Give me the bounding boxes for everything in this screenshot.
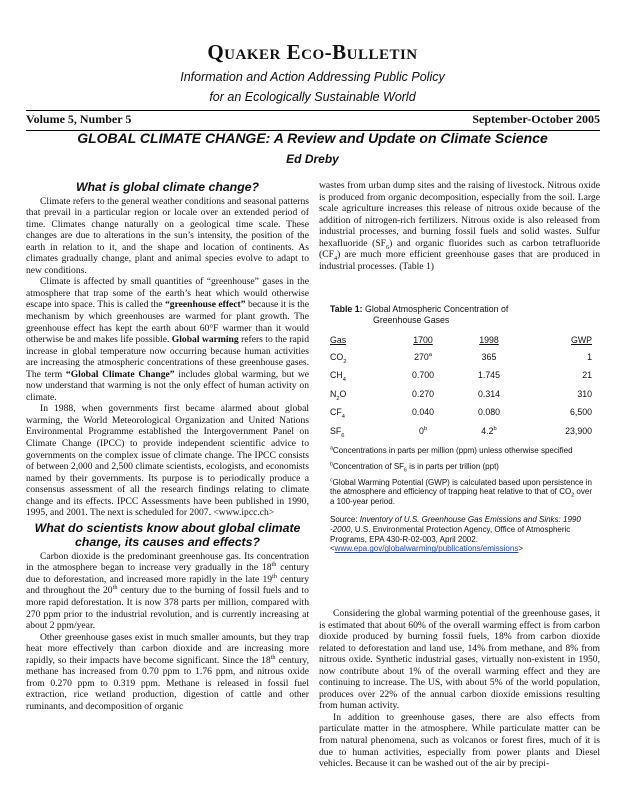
footnote-mark: b bbox=[423, 425, 428, 432]
cell-gas bbox=[330, 426, 390, 445]
cell-gas bbox=[330, 407, 390, 426]
subscript: 4 bbox=[341, 413, 345, 420]
cell-gwp: 23,900 bbox=[565, 425, 592, 436]
text-run: century, methane has increased from 0.70 ppm to 1.76 ppm, and nitrous oxide from 0.270 ppm to 0.319 ppm. Methane is released in fossil fuel extraction, rice wetland production, digestion of cattle and other ruminants, and decomposition of organic bbox=[26, 654, 309, 712]
cell-gwp: 1 bbox=[587, 351, 592, 362]
table-note-b bbox=[330, 462, 592, 472]
cell-gas bbox=[330, 370, 390, 389]
table-title-line1: Global Atmospheric Concentration of bbox=[365, 304, 509, 314]
gas-formula-suffix: O bbox=[339, 388, 347, 399]
text-run: wastes from urban dump sites and the raising of livestock. Nitrous oxide is produced from organic decomposition, especially from the soil. Large scale agriculture increases this release of nitrous oxide because of the addition of nitrogen-rich fertilizers. Nitrous oxide is also released from industrial processes, and burning fossil fuels and solid wastes. Sulfur hexafluoride (SF bbox=[319, 180, 600, 249]
cell-1998: 0.314 bbox=[477, 388, 500, 399]
gas-formula: CF bbox=[330, 407, 342, 417]
superscript: th bbox=[270, 653, 276, 661]
source-label: Source: bbox=[330, 514, 360, 524]
cell-1700: 0.040 bbox=[411, 407, 434, 417]
term-greenhouse-effect: “greenhouse effect” bbox=[164, 299, 246, 311]
paragraph-carbon-dioxide bbox=[26, 551, 309, 632]
issue-date: September-October 2005 bbox=[472, 112, 600, 126]
masthead-subtitle-line1: Information and Action Addressing Public Policy bbox=[180, 70, 445, 84]
text-run: Carbon dioxide is the predominant greenhouse gas. Its concentration in the atmosphere began to increase very gradually in the 18 bbox=[26, 550, 309, 574]
gas-formula: CO bbox=[330, 351, 344, 362]
text-run: because it is the mechanism by which greenhouses are warmed for plant growth. The greenhouse effect has kept the earth about 60°F warmer than it would otherwise be and makes life possible. bbox=[26, 299, 310, 346]
cell-1998: 365 bbox=[481, 351, 497, 362]
term-global-warming: Global warming bbox=[171, 334, 239, 346]
table-row bbox=[330, 352, 592, 371]
value: 4.2 bbox=[481, 425, 494, 436]
footnote-mark: a bbox=[428, 351, 432, 358]
table-row bbox=[330, 370, 592, 389]
article-title: GLOBAL CLIMATE CHANGE: A Review and Update on Climate Science bbox=[77, 130, 548, 146]
paragraph-greenhouse-effect bbox=[26, 276, 309, 403]
cell-gas bbox=[330, 389, 390, 408]
subscript: 6 bbox=[385, 243, 390, 251]
gas-formula: N bbox=[330, 388, 337, 399]
header-gas: Gas bbox=[330, 335, 347, 345]
article-author: Ed Dreby bbox=[286, 152, 339, 166]
text-run: refers to the rapid increase in global temperature now occurring because human activities are increasing the atmospheric concentrations of these greenhouse gases. The term bbox=[26, 334, 310, 380]
value: 270 bbox=[414, 351, 429, 362]
text-run: century due to deforestation, and increased more rapidly in the late 19 bbox=[26, 562, 310, 585]
value: 0 bbox=[418, 425, 424, 436]
cell-1998: 0.080 bbox=[477, 407, 500, 417]
table-row bbox=[330, 426, 592, 445]
text-run: Climate is affected by small quantities of “greenhouse” gases in the atmosphere that trap some of the earth’s heat which would otherwise escape into space. This is called the bbox=[26, 276, 309, 311]
note-text: over a 100-year period. bbox=[330, 487, 592, 507]
text-run: Other greenhouse gases exist in much smaller amounts, but they trap heat more effectively than carbon dioxide and are increasing more rapidly, so their impacts have become significant. Since the 18 bbox=[26, 631, 309, 666]
left-column bbox=[26, 180, 309, 712]
subscript: 2 bbox=[343, 358, 347, 365]
paragraph-nitrous-oxide bbox=[319, 180, 600, 272]
paragraph-warming-potential: Considering the global warming potential of the greenhouse gases, it is estimated that about 60% of the overall warming effect is from carbon dioxide produced by burning fossil fuels, 18% from carbon dioxide related to deforestation and land use, 14% from methane, and 8% from nitrous oxide. Synthetic industrial gases, virtually non-existent in 1950, now contribute about 1% of the overall warming effect and they are continuing to increase. The US, with about 5% of the world population, produces over 22% of the annual carbon dioxide emissions resulting from human activity. bbox=[319, 608, 600, 712]
cell-gwp: 310 bbox=[577, 388, 592, 399]
volume-number: Volume 5, Number 5 bbox=[26, 112, 132, 126]
table-grid bbox=[330, 335, 592, 444]
gas-formula: CH bbox=[330, 370, 343, 380]
paragraph-ipcc: In 1988, when governments first became alarmed about global warming, the World Meteorological Organization and United Nations Environmental Programme established the Intergovernment Panel on Climate Change (IPCC) to provide independent scientific advice to governments on the complex issue of climate change. The IPCC consists of between 2,000 and 2,500 climate scientists, ecologists, and economists named by their governments. Its purpose is to periodically produce a consensus assessment of all the research findings relating to climate change and its effects. IPCC Assessments have been published in 1990, 1995, and 2001. The next is scheduled for 2007. <www.ipcc.ch> bbox=[26, 403, 309, 519]
cell-gwp: 21 bbox=[582, 370, 592, 380]
source-details: , U.S. Environmental Protection Agency, Office of Atmospheric Programs, EPA 430-R-02-003, April 2002. < bbox=[330, 524, 571, 554]
subscript: 2 bbox=[336, 395, 340, 402]
source-end: > bbox=[518, 544, 523, 554]
cell-1700: 0.270 bbox=[411, 388, 434, 399]
superscript: th bbox=[112, 584, 118, 592]
text-run: includes global warming, but we now understand that warming is not the only effect of human activity on climate. bbox=[26, 368, 310, 403]
subscript: 4 bbox=[333, 255, 338, 263]
paragraph-other-gases bbox=[26, 632, 309, 713]
cell-1998: 1.745 bbox=[477, 370, 500, 380]
superscript: th bbox=[271, 561, 277, 569]
paragraph-particulate-matter: In addition to greenhouse gases, there are also effects from particulate matter in the atmosphere. While particulate matter can be from natural phenomena, such as volcanos or forest fires, much of it is due to human activities, especially from power plants and Diesel vehicles. Because it can be washed out of the air by precipi- bbox=[319, 711, 600, 770]
masthead-subtitle-line2: for an Ecologically Sustainable World bbox=[209, 90, 416, 104]
source-link[interactable]: www.epa.gov/globalwarming/publications/emissions bbox=[334, 544, 519, 554]
subscript: 2 bbox=[571, 492, 575, 499]
table-greenhouse-gases bbox=[330, 304, 592, 554]
table-source bbox=[330, 515, 592, 554]
note-text: is in parts per trillion (ppt) bbox=[406, 461, 499, 471]
cell-gwp: 6,500 bbox=[569, 407, 592, 417]
subscript: 6 bbox=[404, 467, 407, 474]
table-row bbox=[330, 389, 592, 408]
table-note-a bbox=[330, 446, 592, 456]
table-title-line2: Greenhouse Gases bbox=[373, 314, 450, 325]
cell-1700: 0.700 bbox=[411, 370, 434, 380]
issue-bar bbox=[26, 110, 600, 131]
text-run: ) and organic fluorides such as carbon tetrafluoride (CF bbox=[319, 237, 600, 261]
gas-formula: SF bbox=[330, 425, 342, 436]
cell-gas bbox=[330, 352, 390, 371]
table-label: Table 1: bbox=[330, 304, 363, 314]
header-1998: 1998 bbox=[479, 335, 499, 345]
table-header-row bbox=[330, 335, 592, 352]
subscript: 4 bbox=[342, 376, 346, 383]
header-gwp: GWP bbox=[570, 335, 592, 345]
subscript: 6 bbox=[341, 432, 345, 439]
section-heading-what-do-scientists-know: What do scientists know about global climate change, its causes and effects? bbox=[34, 520, 301, 550]
right-column-top bbox=[319, 180, 600, 272]
cell-1700 bbox=[390, 352, 456, 371]
superscript: th bbox=[272, 572, 277, 580]
footnote-mark: b bbox=[493, 425, 497, 432]
table-note-c bbox=[330, 478, 592, 507]
note-text: Concentrations in parts per million (ppm) unless otherwise specified bbox=[332, 446, 573, 455]
table-row bbox=[330, 407, 592, 426]
header-1700: 1700 bbox=[413, 335, 433, 345]
right-column-bottom bbox=[319, 608, 600, 770]
cell-1998 bbox=[456, 426, 522, 445]
footnote-mark: a bbox=[330, 445, 333, 452]
source-title: Inventory of U.S. Greenhouse Gas Emissions and Sinks: 1990 -2000 bbox=[330, 514, 581, 534]
footnote-mark: b bbox=[330, 461, 333, 468]
term-global-climate-change: “Global Climate Change” bbox=[65, 368, 175, 380]
section-heading-what-is: What is global climate change? bbox=[75, 180, 260, 194]
text-run: century and throughout the 20 bbox=[26, 573, 309, 597]
text-run: century due to the burning of fossil fuels and to more rapid deforestation. It is now 378 parts per million, compared with 270 ppm prior to the industrial revolution, and is currently increasing at about 2 ppm/year. bbox=[26, 585, 309, 632]
note-text: Global Warming Potential (GWP) is calculated based upon persistence in the atmosphere and efficiency of trapping heat relative to that of CO bbox=[330, 477, 592, 497]
masthead bbox=[0, 40, 625, 107]
cell-1700 bbox=[390, 426, 456, 445]
table-title bbox=[330, 304, 592, 325]
note-text: Concentration of SF bbox=[332, 461, 405, 471]
paragraph-climate-definition: Climate refers to the general weather conditions and seasonal patterns that prevail in a particular region or locale over an extended period of time. Climates change naturally on a geological time scale. These changes are due to alterations in the sun’s intensity, the position of the earth in relation to it, and the shape and location of continents. As climates gradually change, plant and animal species evolve to adapt to new conditions. bbox=[26, 195, 309, 276]
newsletter-title: Quaker Eco-Bulletin bbox=[207, 40, 418, 64]
text-run: ) are much more efficient greenhouse gases that are produced in industrial processes. (Table 1) bbox=[319, 249, 600, 272]
footnote-mark: c bbox=[330, 476, 333, 483]
